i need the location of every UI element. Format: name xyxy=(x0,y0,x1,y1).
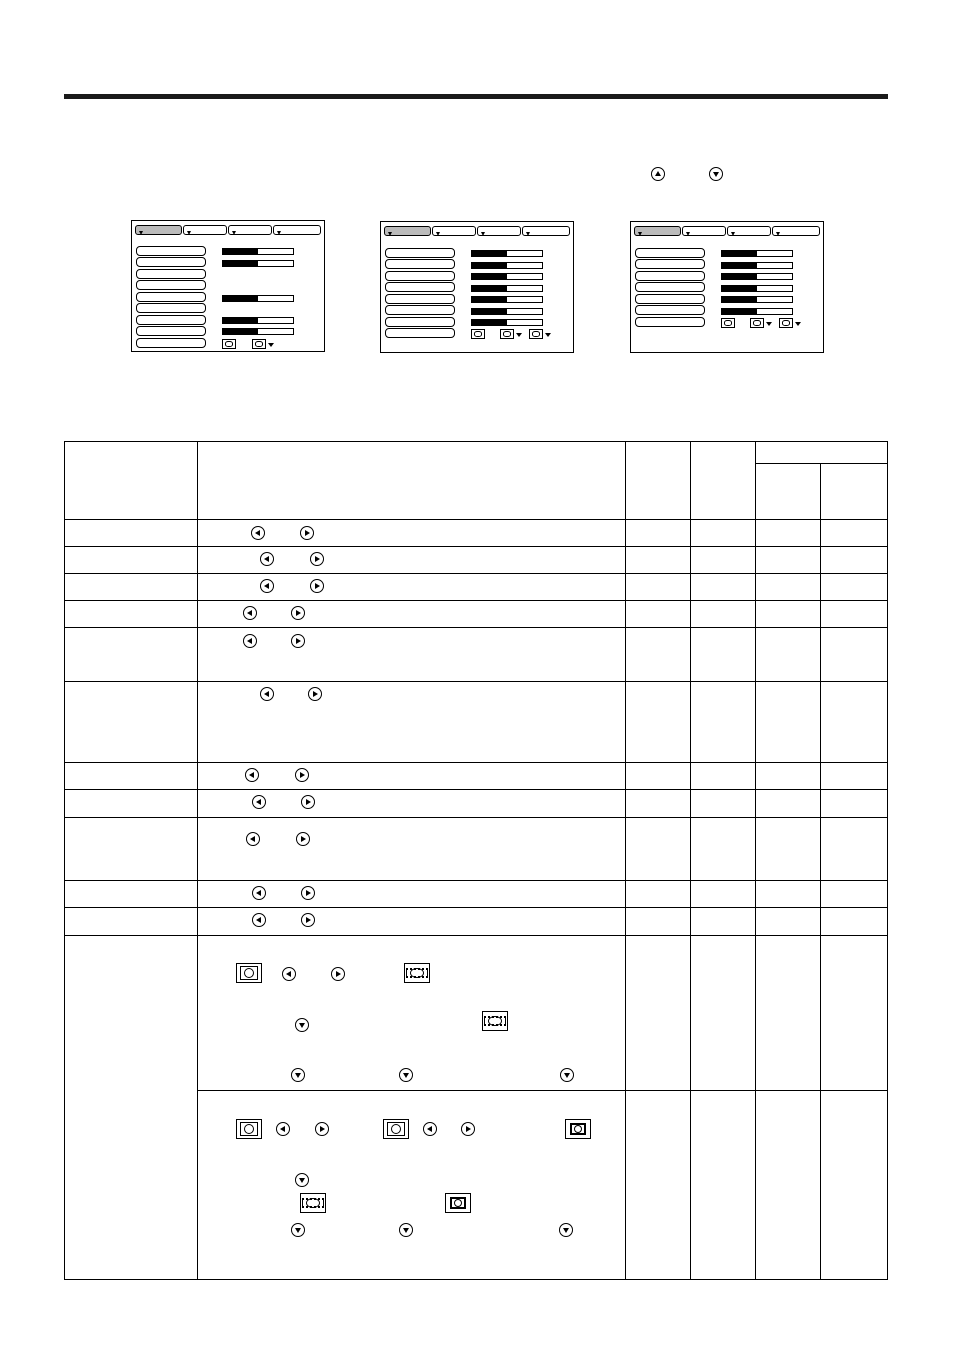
menu-item[interactable] xyxy=(635,282,705,292)
down-key-icon xyxy=(560,1068,574,1082)
aspect-icon xyxy=(222,339,236,349)
aspect-wide-icon xyxy=(300,1193,326,1213)
header-rule xyxy=(64,94,888,99)
down-key-icon xyxy=(399,1223,413,1237)
menu-item[interactable] xyxy=(136,280,206,290)
level-bar xyxy=(471,319,543,326)
aspect-box-icon xyxy=(445,1193,471,1213)
level-bar xyxy=(721,273,793,280)
menu-item[interactable] xyxy=(385,305,455,315)
down-key-icon xyxy=(559,1223,573,1237)
left-key-icon xyxy=(260,552,274,566)
dropdown-icon xyxy=(766,322,772,326)
menu-item[interactable] xyxy=(635,305,705,315)
down-key-icon xyxy=(709,167,723,181)
left-key-icon xyxy=(260,579,274,593)
menu-tab[interactable] xyxy=(634,226,681,236)
menu-screen-3 xyxy=(630,221,824,353)
menu-tab[interactable] xyxy=(228,225,272,235)
level-bar xyxy=(471,285,543,292)
aspect-icon xyxy=(750,318,764,328)
dropdown-icon xyxy=(268,343,274,347)
right-key-icon xyxy=(301,795,315,809)
aspect-icon xyxy=(471,329,485,339)
menu-item[interactable] xyxy=(136,315,206,325)
right-key-icon xyxy=(315,1122,329,1136)
aspect-4-3-icon xyxy=(383,1119,409,1139)
menu-item[interactable] xyxy=(136,303,206,313)
down-key-icon xyxy=(295,1018,309,1032)
menu-item[interactable] xyxy=(635,294,705,304)
right-key-icon xyxy=(291,606,305,620)
aspect-wide-icon xyxy=(404,963,430,983)
level-bar xyxy=(471,250,543,257)
right-key-icon xyxy=(461,1122,475,1136)
level-bar xyxy=(721,296,793,303)
menu-item[interactable] xyxy=(385,317,455,327)
down-key-icon xyxy=(291,1223,305,1237)
down-key-icon xyxy=(291,1068,305,1082)
menu-item[interactable] xyxy=(136,326,206,336)
menu-item[interactable] xyxy=(385,259,455,269)
level-bar xyxy=(721,308,793,315)
menu-item[interactable] xyxy=(136,269,206,279)
right-key-icon xyxy=(308,687,322,701)
dropdown-icon xyxy=(545,333,551,337)
level-bar xyxy=(721,285,793,292)
level-bar xyxy=(721,262,793,269)
left-key-icon xyxy=(260,687,274,701)
left-key-icon xyxy=(252,886,266,900)
menu-item[interactable] xyxy=(635,259,705,269)
left-key-icon xyxy=(243,634,257,648)
menu-item[interactable] xyxy=(385,328,455,338)
left-key-icon xyxy=(282,967,296,981)
right-key-icon xyxy=(291,634,305,648)
level-bar xyxy=(222,328,294,335)
aspect-box-icon xyxy=(565,1119,591,1139)
menu-tab[interactable] xyxy=(135,225,182,235)
level-bar xyxy=(471,262,543,269)
left-key-icon xyxy=(252,913,266,927)
menu-screen-2 xyxy=(380,221,574,353)
left-key-icon xyxy=(243,606,257,620)
menu-tab[interactable] xyxy=(273,225,321,235)
menu-item[interactable] xyxy=(385,282,455,292)
left-key-icon xyxy=(246,832,260,846)
menu-item[interactable] xyxy=(635,271,705,281)
down-key-icon xyxy=(399,1068,413,1082)
right-key-icon xyxy=(295,768,309,782)
level-bar xyxy=(222,317,294,324)
menu-tab[interactable] xyxy=(183,225,227,235)
menu-tab[interactable] xyxy=(522,226,570,236)
left-key-icon xyxy=(423,1122,437,1136)
right-key-icon xyxy=(331,967,345,981)
left-key-icon xyxy=(276,1122,290,1136)
down-key-icon xyxy=(295,1173,309,1187)
menu-item[interactable] xyxy=(136,246,206,256)
level-bar xyxy=(222,295,294,302)
menu-item[interactable] xyxy=(136,257,206,267)
left-key-icon xyxy=(251,526,265,540)
menu-tab[interactable] xyxy=(432,226,476,236)
aspect-icon xyxy=(252,339,266,349)
aspect-icon xyxy=(529,329,543,339)
level-bar xyxy=(471,273,543,280)
right-key-icon xyxy=(310,579,324,593)
menu-tab[interactable] xyxy=(477,226,521,236)
menu-item[interactable] xyxy=(635,317,705,327)
aspect-icon xyxy=(779,318,793,328)
left-key-icon xyxy=(252,795,266,809)
aspect-icon xyxy=(721,318,735,328)
right-key-icon xyxy=(310,552,324,566)
level-bar xyxy=(222,248,294,255)
menu-item[interactable] xyxy=(136,292,206,302)
level-bar xyxy=(721,250,793,257)
menu-item[interactable] xyxy=(385,271,455,281)
aspect-4-3-icon xyxy=(236,963,262,983)
menu-tab[interactable] xyxy=(727,226,771,236)
right-key-icon xyxy=(301,913,315,927)
right-key-icon xyxy=(301,886,315,900)
menu-item[interactable] xyxy=(635,248,705,258)
menu-tab[interactable] xyxy=(682,226,726,236)
up-key-icon xyxy=(651,167,665,181)
menu-item[interactable] xyxy=(385,248,455,258)
right-key-icon xyxy=(296,832,310,846)
right-key-icon xyxy=(300,526,314,540)
aspect-4-3-icon xyxy=(236,1119,262,1139)
left-key-icon xyxy=(245,768,259,782)
aspect-icon xyxy=(500,329,514,339)
level-bar xyxy=(471,296,543,303)
dropdown-icon xyxy=(516,333,522,337)
dropdown-icon xyxy=(795,322,801,326)
level-bar xyxy=(471,308,543,315)
menu-item[interactable] xyxy=(136,338,206,348)
level-bar xyxy=(222,260,294,267)
menu-screen-1 xyxy=(131,220,325,352)
aspect-wide-icon xyxy=(482,1011,508,1031)
menu-tab[interactable] xyxy=(384,226,431,236)
menu-tab[interactable] xyxy=(772,226,820,236)
menu-item[interactable] xyxy=(385,294,455,304)
